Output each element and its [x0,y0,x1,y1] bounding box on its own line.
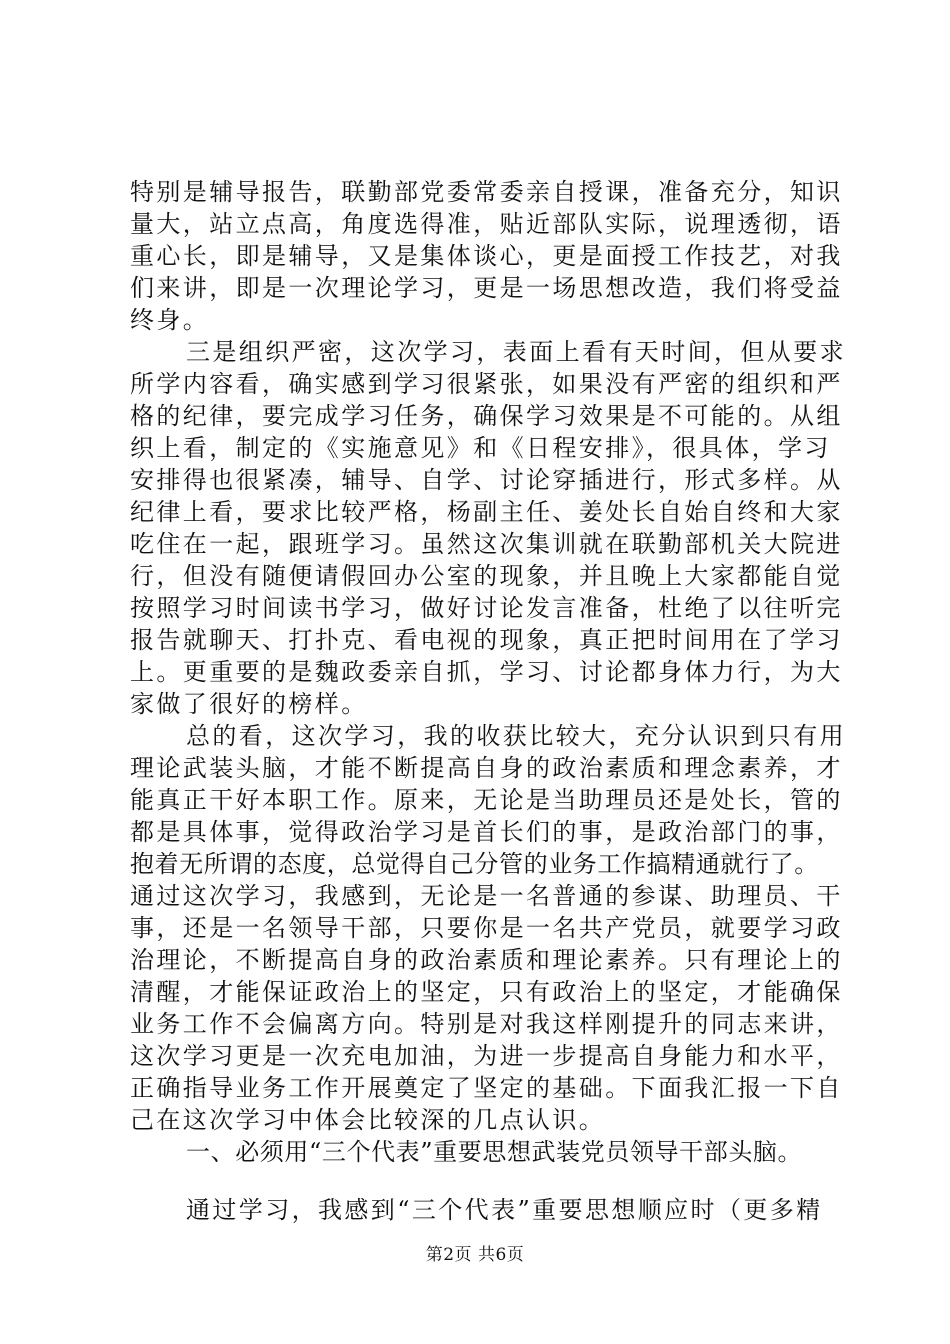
text-line: 重心长，即是辅导，又是集体谈心，更是面授工作技艺，对我 [130,242,843,270]
text-line: 总的看，这次学习，我的收获比较大，充分认识到只有用 [186,722,846,750]
text-line: 能真正干好本职工作。原来，无论是当助理员还是处长，管的 [130,786,843,814]
text-line: 通过这次学习，我感到，无论是一名普通的参谋、助理员、干 [130,882,843,910]
text-line: 家做了很好的榜样。 [130,690,368,718]
text-line: 吃住在一起，跟班学习。虽然这次集训就在联勤部机关大院进 [130,530,843,558]
text-line: 事，还是一名领导干部，只要你是一名共产党员，就要学习政 [130,914,843,942]
text-line: 都是具体事，觉得政治学习是首长们的事，是政治部门的事， [130,818,843,846]
body-text [130,176,846,1226]
text-line: 上。更重要的是魏政委亲自抓，学习、讨论都身体力行，为大 [130,658,843,686]
text-line: 所学内容看，确实感到学习很紧张，如果没有严密的组织和严 [130,370,843,398]
text-line: 理论武装头脑，才能不断提高自身的政治素质和理念素养，才 [130,754,843,782]
page-footer: 第2页 共6页 [425,1245,525,1265]
text-line: 通过学习，我感到“三个代表”重要思想顺应时（更多精 [186,1196,823,1224]
text-line: 治理论，不断提高自身的政治素质和理论素养。只有理论上的 [130,946,843,974]
text-line: 这次学习更是一次充电加油，为进一步提高自身能力和水平， [130,1042,843,1070]
text-line: 纪律上看，要求比较严格，杨副主任、姜处长自始自终和大家 [130,498,843,526]
text-line: 织上看，制定的《实施意见》和《日程安排》，很具体，学习 [130,434,831,462]
text-line: 行，但没有随便请假回办公室的现象，并且晚上大家都能自觉 [130,562,843,590]
text-line: 正确指导业务工作开展奠定了坚定的基础。下面我汇报一下自 [130,1074,843,1102]
text-line: 一、必须用“三个代表”重要思想武装党员领导干部头脑。 [186,1138,803,1166]
text-line: 终身。 [130,306,210,334]
text-line: 清醒，才能保证政治上的坚定，只有政治上的坚定，才能确保 [130,978,843,1006]
text-line: 三是组织严密，这次学习，表面上看有天时间，但从要求 [186,338,846,366]
text-line: 按照学习时间读书学习，做好讨论发言准备，杜绝了以往听完 [130,594,843,622]
text-line: 业务工作不会偏离方向。特别是对我这样刚提升的同志来讲， [130,1010,843,1038]
text-line: 量大，站立点高，角度选得准，贴近部队实际，说理透彻，语 [130,210,843,238]
text-line: 们来讲，即是一次理论学习，更是一场思想改造，我们将受益 [130,274,843,302]
text-line: 安排得也很紧凑，辅导、自学、讨论穿插进行，形式多样。从 [130,466,843,494]
text-line: 特别是辅导报告，联勤部党委常委亲自授课，准备充分，知识 [130,178,843,206]
text-line: 格的纪律，要完成学习任务，确保学习效果是不可能的。从组 [130,402,843,430]
text-line: 抱着无所谓的态度，总觉得自己分管的业务工作搞精通就行了。 [130,850,819,878]
text-line: 报告就聊天、打扑克、看电视的现象，真正把时间用在了学习 [130,626,843,654]
text-line: 己在这次学习中体会比较深的几点认识。 [130,1106,606,1134]
